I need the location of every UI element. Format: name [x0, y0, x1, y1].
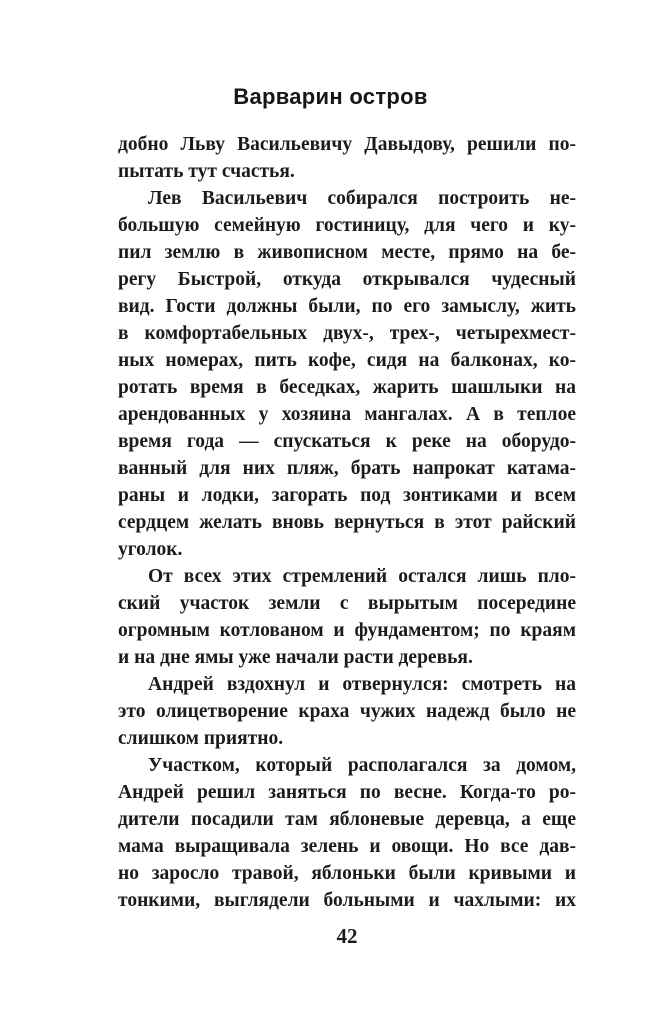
text-line: пил землю в живописном месте, прямо на бе-	[118, 242, 576, 263]
text-line: время года — спускаться к реке на оборудо-	[118, 431, 576, 452]
text-line: Андрей решил заняться по весне. Когда-то ро-	[118, 782, 576, 803]
text-line: Андрей вздохнул и отвернулся: смотреть на	[148, 674, 576, 695]
text-line: большую семейную гостиницу, для чего и ку-	[118, 215, 576, 236]
text-line: Участком, который располагался за домом,	[148, 755, 576, 776]
text-line: сердцем желать вновь вернуться в этот райский	[118, 512, 576, 533]
text-line: От всех этих стремлений остался лишь пло-	[148, 566, 576, 587]
text-line: дители посадили там яблоневые деревца, а еще	[118, 809, 576, 830]
text-line: огромным котлованом и фундаментом; по краям	[118, 620, 576, 641]
text-line: вид. Гости должны были, по его замыслу, жить	[118, 296, 576, 317]
text-line: тонкими, выглядели больными и чахлыми: их	[118, 890, 576, 911]
text-line: ванный для них пляж, брать напрокат катама-	[118, 458, 576, 479]
paragraph	[118, 671, 576, 752]
text-line: пытать тут счастья.	[118, 161, 295, 182]
text-line: ных номерах, пить кофе, сидя на балконах, ко-	[118, 350, 576, 371]
text-line: раны и лодки, загорать под зонтиками и всем	[118, 485, 576, 506]
text-line: но заросло травой, яблоньки были кривыми и	[118, 863, 576, 884]
text-block	[118, 131, 576, 914]
text-line: и на дне ямы уже начали расти деревья.	[118, 647, 473, 668]
paragraph	[118, 752, 576, 914]
text-line: слишком приятно.	[118, 728, 284, 749]
text-line: добно Льву Васильевичу Давыдову, решили по-	[118, 134, 576, 155]
page-number: 42	[336, 924, 358, 948]
text-line: регу Быстрой, откуда открывался чудесный	[118, 269, 576, 290]
text-line: мама выращивала зелень и овощи. Но все дав-	[118, 836, 576, 857]
paragraph	[118, 131, 576, 185]
text-line: это олицетворение краха чужих надежд было не	[118, 701, 576, 722]
text-line: Лев Васильевич собирался построить не-	[148, 188, 576, 209]
text-line: арендованных у хозяина мангалах. А в теплое	[118, 404, 576, 425]
paragraph	[118, 185, 576, 563]
text-line: уголок.	[118, 539, 183, 560]
paragraph	[118, 563, 576, 671]
running-title: Варварин остров	[233, 84, 428, 109]
text-line: ский участок земли с вырытым посередине	[118, 593, 576, 614]
text-line: ротать время в беседках, жарить шашлыки на	[118, 377, 576, 398]
text-line: в комфортабельных двух-, трех-, четырехмест-	[118, 323, 576, 344]
